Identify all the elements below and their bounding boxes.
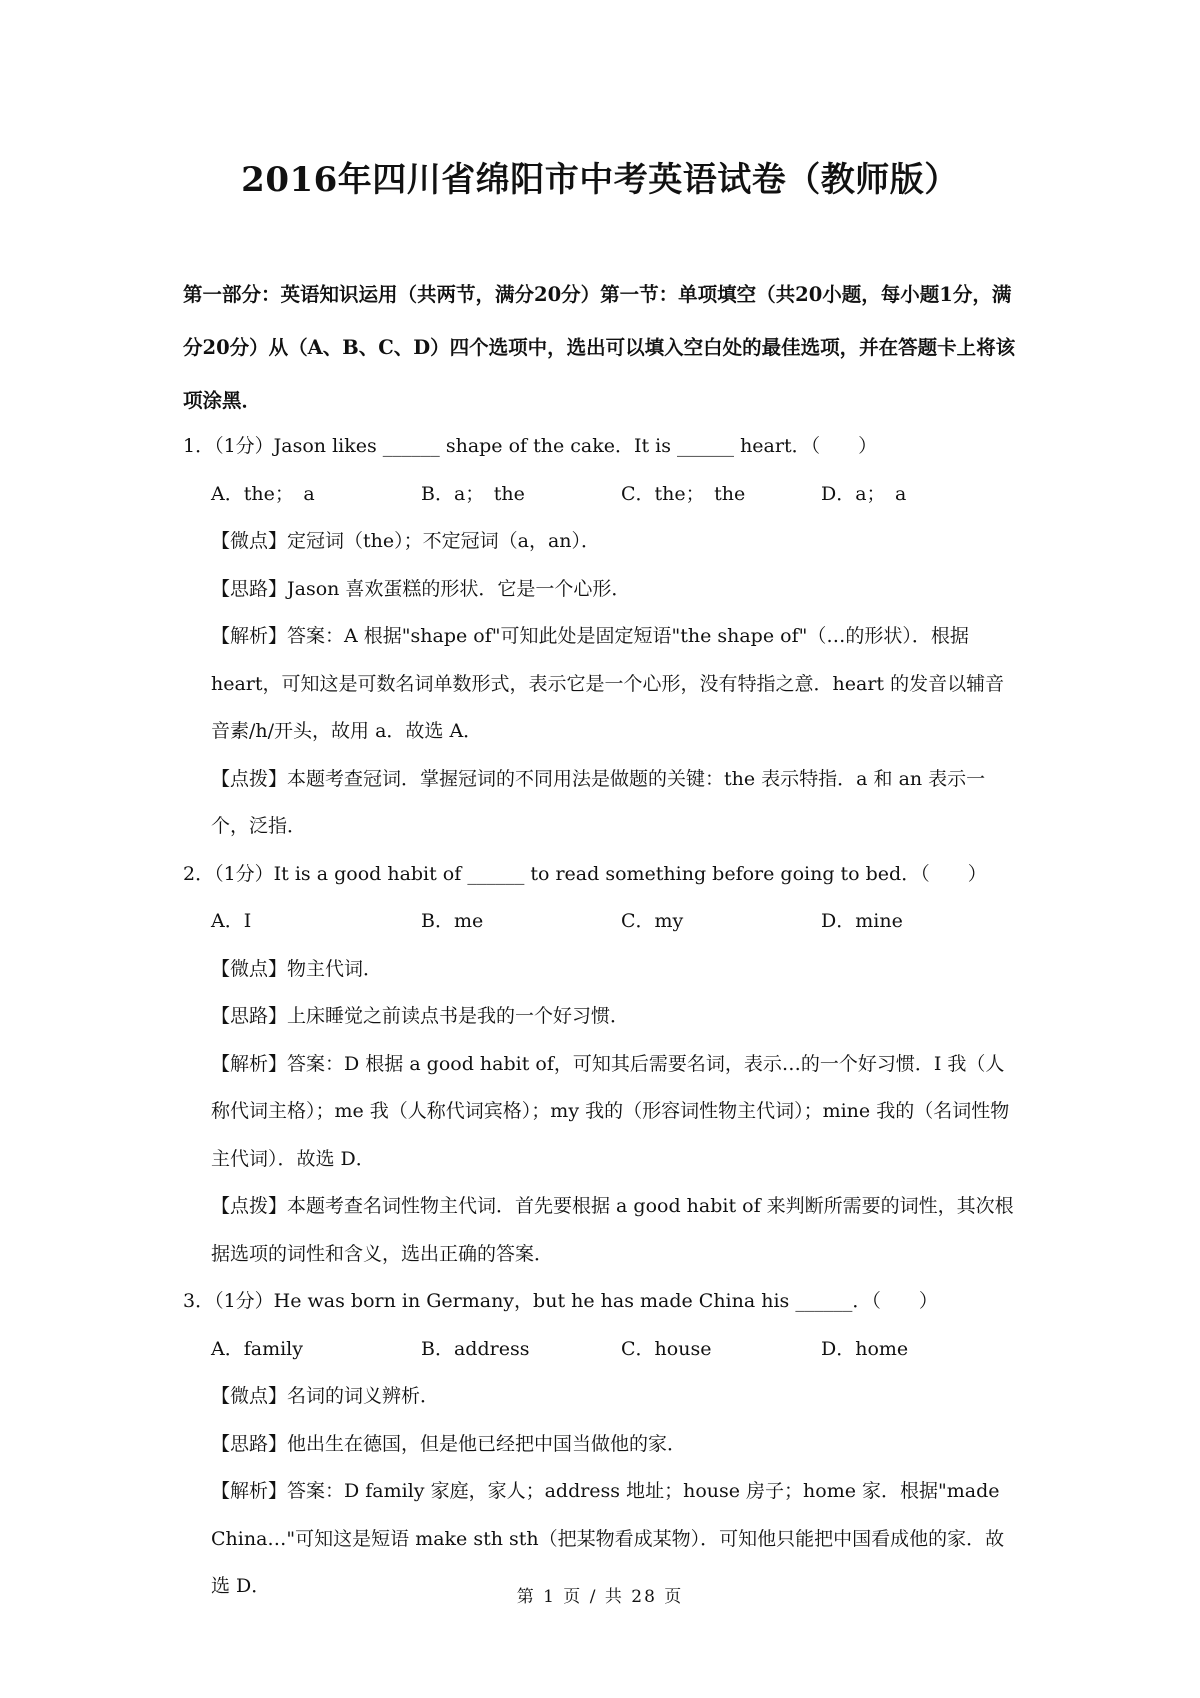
option-d: D．home bbox=[821, 1337, 909, 1360]
question-options bbox=[183, 471, 1023, 519]
option-c: C．the； the bbox=[621, 482, 746, 505]
question-point: 【微点】物主代词． bbox=[211, 957, 383, 980]
question-idea: 【思路】他出生在德国，但是他已经把中国当做他的家． bbox=[211, 1432, 687, 1455]
question-idea: 【思路】上床睡觉之前读点书是我的一个好习惯． bbox=[211, 1005, 630, 1027]
option-a: A．the； a bbox=[211, 482, 315, 505]
option-a: A．family bbox=[211, 1337, 303, 1360]
option-c: C．my bbox=[621, 910, 684, 932]
option-b: B．me bbox=[421, 910, 484, 932]
question-stem: 1．（1分）Jason likes ______ shape of the cake．It is ______ heart．（ ） bbox=[183, 435, 878, 457]
question-3 bbox=[183, 1278, 1023, 1611]
question-tip: 【点拨】本题考查名词性物主代词．首先要根据 a good habit of 来判断所需要的词性，其次根据选项的词性和含义，选出正确的答案． bbox=[211, 1195, 1014, 1265]
option-b: B．address bbox=[421, 1337, 530, 1360]
option-c: C．house bbox=[621, 1337, 712, 1360]
question-analysis: 【解析】答案：D family 家庭，家人；address 地址；house 房子；home 家．根据"made China…"可知这是短语 make sth sth（把某物看成某物）．可知他只能把中国看成他的家．故选 D． bbox=[211, 1480, 1005, 1597]
question-stem: 3．（1分）He was born in Germany，but he has made China his ______．（ ） bbox=[183, 1290, 938, 1312]
option-a: A．I bbox=[211, 910, 252, 932]
question-options bbox=[183, 898, 1023, 946]
option-d: D．mine bbox=[821, 910, 903, 932]
question-tip: 【点拨】本题考查冠词．掌握冠词的不同用法是做题的关键：the 表示特指．a 和 an 表示一个，泛指． bbox=[211, 767, 986, 837]
question-2 bbox=[183, 851, 1023, 1279]
option-d: D．a； a bbox=[821, 482, 907, 505]
document-body bbox=[183, 268, 1023, 1611]
question-stem: 2．（1分）It is a good habit of ______ to read something before going to bed．（ ） bbox=[183, 862, 987, 885]
question-point: 【微点】名词的词义辨析． bbox=[211, 1385, 440, 1407]
question-options bbox=[183, 1326, 1023, 1374]
question-idea: 【思路】Jason 喜欢蛋糕的形状．它是一个心形． bbox=[211, 577, 631, 600]
page-number-footer: 第 1 页 / 共 28 页 bbox=[516, 1587, 684, 1607]
question-analysis: 【解析】答案：A 根据"shape of"可知此处是固定短语"the shape of"（…的形状）．根据 heart，可知这是可数名词单数形式，表示它是一个心形，没有特指之意．heart 的发音以辅音音素/h/开头，故用 a．故选 A． bbox=[211, 625, 1005, 742]
option-b: B．a； the bbox=[421, 482, 525, 505]
question-1 bbox=[183, 423, 1023, 851]
question-analysis: 【解析】答案：D 根据 a good habit of，可知其后需要名词，表示…的一个好习惯．I 我（人称代词主格）；me 我（人称代词宾格）；my 我的（形容词性物主代词）；mine 我的（名词性物主代词）．故选 D． bbox=[211, 1052, 1010, 1170]
section-intro: 第一部分：英语知识运用（共两节，满分20分）第一节：单项填空（共20小题，每小题1分，满分20分）从（A、B、C、D）四个选项中，选出可以填入空白处的最佳选项，并在答题卡上将该项涂黑． bbox=[183, 283, 1016, 412]
question-point: 【微点】定冠词（the）；不定冠词（a，an）． bbox=[211, 530, 601, 552]
document-title: 2016年四川省绵阳市中考英语试卷（教师版） bbox=[241, 160, 959, 200]
